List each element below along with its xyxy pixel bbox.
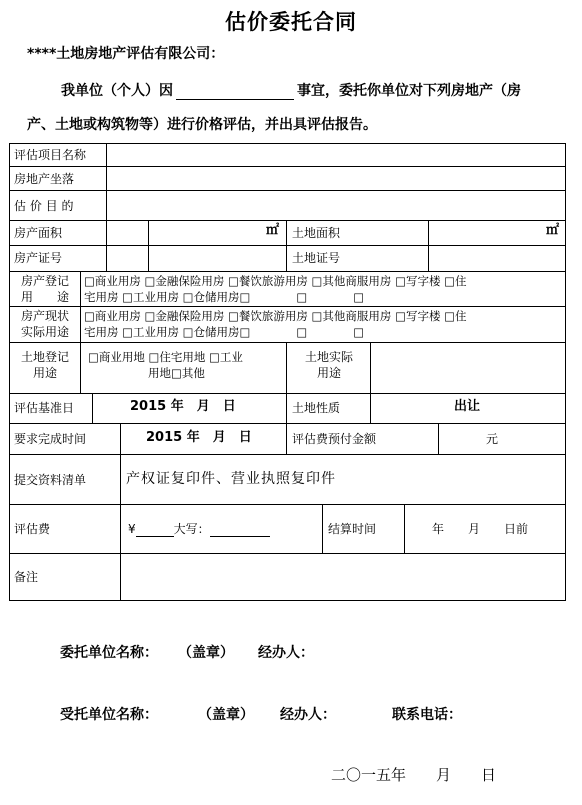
client-signature-line [60, 642, 314, 662]
reason-blank [176, 85, 294, 100]
client-handler: 经办人： [258, 645, 314, 661]
agent-phone: 联系电话： [392, 707, 462, 723]
house-current-use-label: 房产现状 实际用途 [20, 309, 69, 339]
client-seal: （盖章） [178, 645, 234, 661]
property-location-label: 房地产坐落 [14, 172, 75, 186]
agent-handler: 经办人： [280, 707, 336, 723]
land-cert-label: 土地证号 [292, 251, 341, 265]
purpose-field[interactable] [110, 194, 560, 218]
fee-amount-blank [136, 522, 174, 537]
settle-time-label: 结算时间 [328, 522, 377, 536]
land-actual-use-field[interactable] [374, 346, 559, 390]
purpose-label: 估 价 目 的 [14, 199, 74, 213]
project-name-label: 评估项目名称 [14, 148, 87, 162]
remarks-label: 备注 [14, 570, 39, 584]
house-area-unit: ㎡ [266, 223, 280, 238]
fee-capital-label: 大写： [173, 522, 210, 536]
intro-part2: 事宜，委托你单位对下列房地产（房 [297, 83, 521, 99]
land-nature-value[interactable]: 出让 [454, 399, 481, 414]
fee-currency: ¥ [128, 522, 136, 536]
land-reg-use-label: 土地登记 用途 [20, 350, 69, 380]
land-actual-use-label: 土地实际 用途 [304, 350, 353, 380]
house-reg-use-label: 房产登记 用 途 [20, 274, 69, 304]
completion-time-value[interactable]: 2015 年 月 日 [146, 430, 252, 445]
house-current-use-options[interactable]: □商业用房 □金融保险用房 □餐饮旅游用房 □其他商服用房 □写字楼 □住 宅用房 □工业用房 □仓储用房□ □ □ [84, 309, 467, 339]
materials-label: 提交资料清单 [14, 473, 87, 487]
house-reg-use-options[interactable]: □商业用房 □金融保险用房 □餐饮旅游用房 □其他商服用房 □写字楼 □住 宅用房 □工业用房 □仓储用房□ □ □ [84, 274, 467, 304]
land-nature-label: 土地性质 [292, 401, 341, 415]
house-area-label: 房产面积 [14, 226, 63, 240]
land-area-label: 土地面积 [292, 226, 341, 240]
house-cert-field[interactable] [110, 248, 280, 268]
house-area-field[interactable] [110, 223, 280, 243]
valuation-date-label: 评估基准日 [14, 401, 75, 415]
client-name-label: 委托单位名称： [60, 645, 158, 661]
valuation-date-value[interactable]: 2015 年 月 日 [130, 399, 236, 414]
property-location-field[interactable] [110, 169, 560, 189]
contract-date: 二〇一五年 月 日 [331, 766, 497, 784]
remarks-field[interactable] [124, 556, 562, 598]
addressee: ****土地房地产评估有限公司： [27, 46, 225, 62]
agent-name-label: 受托单位名称： [60, 707, 158, 723]
land-area-unit: ㎡ [546, 223, 560, 238]
prepay-unit: 元 [486, 432, 499, 446]
materials-value[interactable]: 产权证复印件、营业执照复印件 [126, 471, 336, 487]
fee-label: 评估费 [14, 522, 51, 536]
fee-amount[interactable] [128, 521, 270, 537]
intro-part1: 我单位（个人）因 [61, 83, 173, 99]
house-cert-label: 房产证号 [14, 251, 63, 265]
agent-seal: （盖章） [198, 707, 254, 723]
settle-time-value[interactable]: 年 月 日前 [432, 522, 529, 536]
project-name-field[interactable] [110, 145, 560, 165]
land-area-field[interactable] [432, 223, 542, 243]
completion-time-label: 要求完成时间 [14, 432, 87, 446]
prepay-label: 评估费预付金额 [292, 432, 377, 446]
appraisal-form-table [9, 143, 566, 601]
land-reg-use-options[interactable]: □商业用地 □住宅用地 □工业 用地□其他 [88, 350, 243, 380]
fee-capital-blank [210, 522, 270, 537]
intro-paragraph-line1 [61, 80, 521, 100]
document-title: 估价委托合同 [225, 10, 357, 34]
land-cert-field[interactable] [432, 248, 562, 268]
intro-paragraph-line2: 产、土地或构筑物等）进行价格评估，并出具评估报告。 [27, 117, 377, 133]
agent-signature-line [60, 704, 462, 724]
